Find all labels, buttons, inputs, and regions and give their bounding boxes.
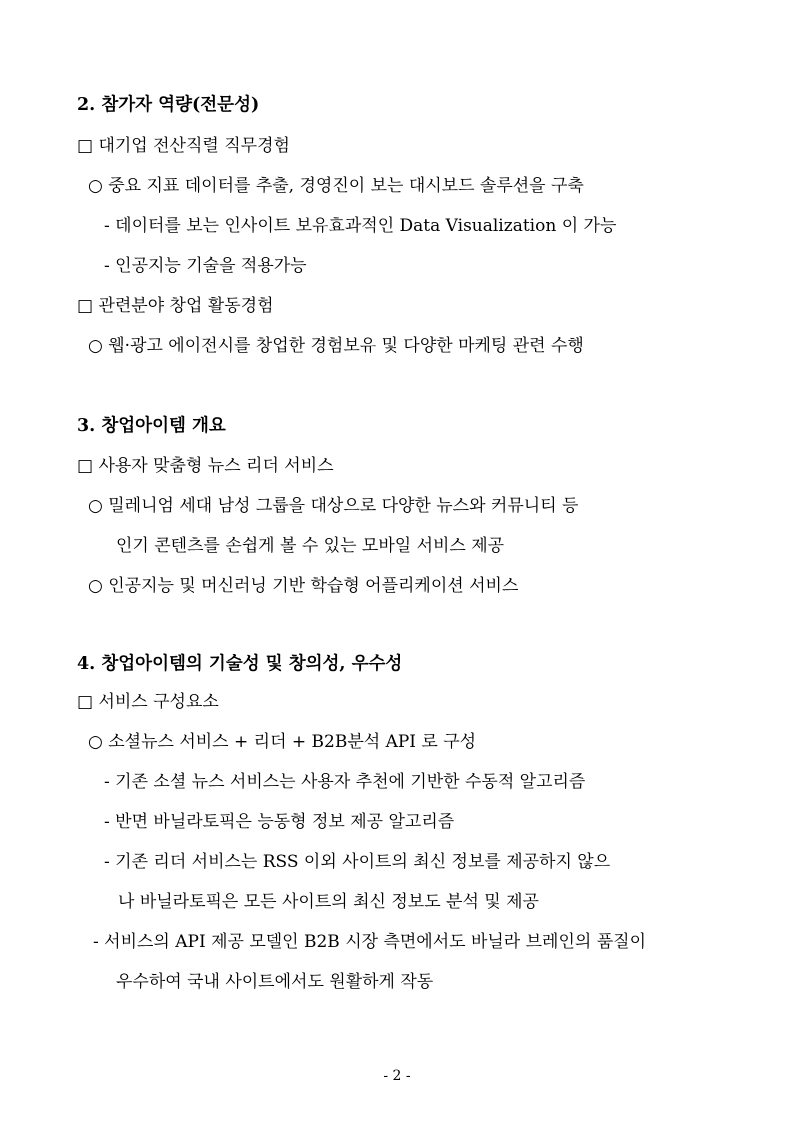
page-number: - 2 - (383, 1068, 411, 1084)
bullet-item: ○ 인공지능 및 머신러닝 기반 학습형 어플리케이션 서비스 (88, 576, 519, 596)
continuation-line: 우수하여 국내 사이트에서도 원활하게 작동 (116, 972, 434, 992)
dash-item: - 인공지능 기술을 적용가능 (104, 256, 307, 276)
dash-item: - 기존 소셜 뉴스 서비스는 사용자 추천에 기반한 수동적 알고리즘 (104, 772, 586, 792)
section-heading: 2. 참가자 역량(전문성) (77, 95, 260, 115)
checkbox-item: □ 대기업 전산직렬 직무경험 (77, 136, 290, 156)
bullet-item: ○ 밀레니엄 세대 남성 그룹을 대상으로 다양한 뉴스와 커뮤니티 등 (88, 496, 579, 516)
bullet-item: ○ 중요 지표 데이터를 추출, 경영진이 보는 대시보드 솔루션을 구축 (88, 176, 584, 196)
checkbox-item: □ 사용자 맞춤형 뉴스 리더 서비스 (77, 456, 334, 476)
bullet-item: ○ 소셜뉴스 서비스 + 리더 + B2B분석 API 로 구성 (88, 732, 477, 752)
dash-item: - 기존 리더 서비스는 RSS 이외 사이트의 최신 정보를 제공하지 않으 (104, 852, 611, 872)
bullet-item: ○ 웹·광고 에이전시를 창업한 경험보유 및 다양한 마케팅 관련 수행 (88, 336, 584, 356)
checkbox-item: □ 서비스 구성요소 (77, 692, 219, 712)
dash-item: - 서비스의 API 제공 모델인 B2B 시장 측면에서도 바닐라 브레인의 품질이 (93, 932, 646, 952)
section-heading: 4. 창업아이템의 기술성 및 창의성, 우수성 (77, 654, 403, 674)
dash-item: - 반면 바닐라토픽은 능동형 정보 제공 알고리즘 (104, 812, 455, 832)
dash-item: - 데이터를 보는 인사이트 보유효과적인 Data Visualization 이 가능 (104, 216, 617, 236)
continuation-line: 인기 콘텐츠를 손쉽게 볼 수 있는 모바일 서비스 제공 (116, 536, 505, 556)
continuation-line: 나 바닐라토픽은 모든 사이트의 최신 정보도 분석 및 제공 (118, 892, 539, 912)
checkbox-item: □ 관련분야 창업 활동경험 (77, 296, 274, 316)
section-heading: 3. 창업아이템 개요 (77, 416, 226, 436)
